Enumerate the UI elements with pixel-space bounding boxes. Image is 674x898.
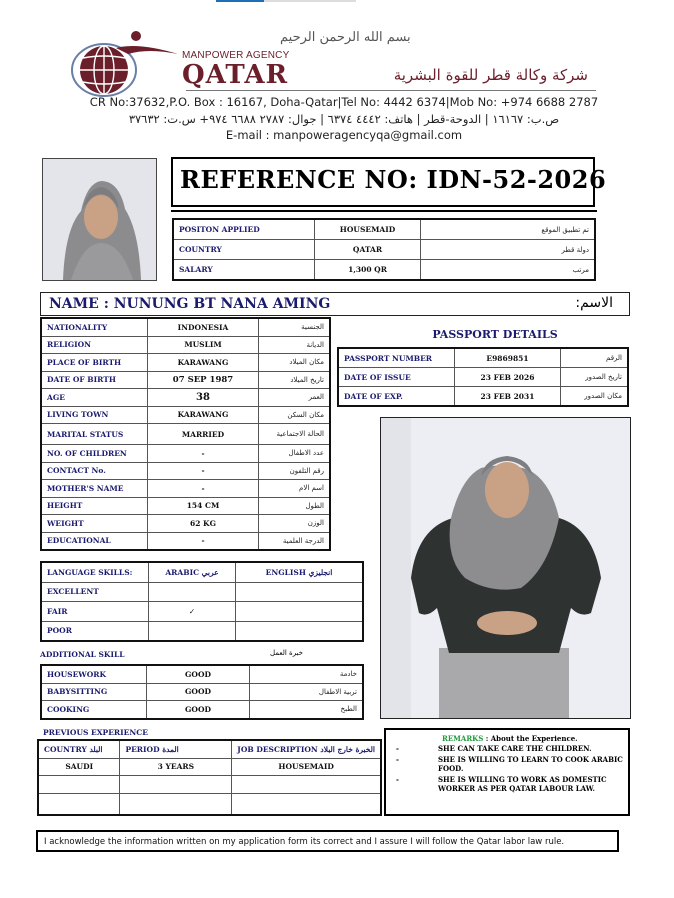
level-label: POOR (41, 621, 149, 641)
job-description-header: JOB DESCRIPTION الخبرة خارج البلاد (232, 740, 381, 758)
bismillah-calligraphy: بسم الله الرحمن الرحيم (280, 30, 411, 45)
salary-label: SALARY (173, 260, 315, 281)
remark-text: SHE IS WILLING TO WORK AS DOMESTIC WORKER AS PER QATAR LABOUR LAW. (438, 774, 607, 793)
table-row (41, 336, 330, 354)
checkmark-icon: ✓ (149, 602, 236, 622)
globe-logo-icon (68, 28, 180, 100)
remarks-title (442, 734, 578, 743)
cell-arabic: الديانة (259, 336, 331, 354)
cell-arabic: الجنسية (259, 318, 331, 336)
table-row (41, 532, 330, 550)
period-header: PERIOD المدة (120, 740, 232, 758)
cell-label: RELIGION (41, 336, 148, 354)
remark-text: SHE CAN TAKE CARE THE CHILDREN. (438, 744, 592, 753)
experience-job (232, 776, 381, 794)
cell-label: DATE OF EXP. (338, 387, 455, 407)
table-row (41, 562, 363, 582)
remarks-list (392, 744, 624, 795)
cell-value: MARRIED (148, 424, 259, 445)
level-label: FAIR (41, 602, 149, 622)
cell-label: HEIGHT (41, 497, 148, 515)
contact-arabic: ص.ب: ١٦١٦٧ | الدوحة-قطر | هاتف: ٤٤٤٢ ٦٣٧٤ | جوال: ٢٧٨٧ ٦٦٨٨ ٩٧٤+ س.ت: ٣٧٦٣٢ (128, 112, 560, 126)
cell-value: 07 SEP 1987 (148, 371, 259, 389)
cell-arabic: الطول (259, 497, 331, 515)
applicant-portrait-photo (42, 158, 157, 281)
additional-skill-title: ADDITIONAL SKILL (40, 650, 125, 659)
country-header: COUNTRY البلد (38, 740, 120, 758)
experience-country: SAUDI (38, 758, 120, 776)
arabic-column-header: ARABIC عربي (149, 562, 236, 582)
table-row (41, 602, 363, 622)
name-arabic-label: الاسم: (575, 295, 613, 311)
table-row (41, 389, 330, 407)
cell-value: KARAWANG (148, 406, 259, 424)
list-item: - SHE IS WILLING TO LEARN TO COOK ARABIC FOOD. (396, 754, 623, 773)
previous-experience-table (37, 739, 382, 816)
skill-arabic: تربية الاطفال (250, 683, 364, 701)
experience-period (120, 776, 232, 794)
cell-value: 38 (148, 389, 259, 407)
table-row (41, 621, 363, 641)
cell-arabic: اسم الام (259, 480, 331, 498)
table-row (41, 480, 330, 498)
salary-arabic: مرتب (421, 260, 596, 281)
cell-value: - (148, 462, 259, 480)
reference-divider (171, 210, 597, 212)
skill-arabic: الطبخ (250, 701, 364, 719)
language-skills-header: LANGUAGE SKILLS: (41, 562, 149, 582)
table-row (338, 387, 628, 407)
table-row (38, 758, 381, 776)
list-item: - SHE CAN TAKE CARE THE CHILDREN. (396, 744, 592, 753)
agency-subtitle: MANPOWER AGENCY (182, 50, 290, 61)
cell-value: 154 CM (148, 497, 259, 515)
cell-label: DATE OF BIRTH (41, 371, 148, 389)
country-value: QATAR (315, 240, 421, 260)
cell-label: AGE (41, 389, 148, 407)
english-column-header: ENGLISH انجليزي (236, 562, 364, 582)
language-skills-table (40, 561, 364, 642)
cell-arabic: تاريخ الصدور (561, 368, 629, 387)
skill-level: GOOD (147, 665, 250, 683)
remarks-box (384, 728, 630, 816)
table-row (38, 776, 381, 794)
cell-arabic: العمر (259, 389, 331, 407)
cell-arabic: الرقم (561, 348, 629, 368)
table-row (41, 515, 330, 533)
personal-details-table (40, 317, 331, 551)
cell-value: - (148, 532, 259, 550)
cell-arabic: مكان الصدور (561, 387, 629, 407)
table-row (338, 368, 628, 387)
expiry-date: 23 FEB 2031 (455, 387, 561, 407)
table-row (41, 701, 363, 719)
passport-table (337, 347, 629, 407)
cell-value: INDONESIA (148, 318, 259, 336)
acknowledgement-statement: I acknowledge the information written on my application form its correct and I assure I will follow the Qatar labor law rule. (36, 830, 619, 852)
skill-level: GOOD (147, 701, 250, 719)
cell-label: CONTACT No. (41, 462, 148, 480)
cell-label: DATE OF ISSUE (338, 368, 455, 387)
cell-label: LIVING TOWN (41, 406, 148, 424)
table-row (338, 348, 628, 368)
cell-value: - (148, 445, 259, 463)
cell-value: 62 KG (148, 515, 259, 533)
cell-label: MARITAL STATUS (41, 424, 148, 445)
agency-title: QATAR (182, 60, 289, 90)
table-row (41, 497, 330, 515)
cell-arabic: تاريخ الميلاد (259, 371, 331, 389)
skill-label: COOKING (41, 701, 147, 719)
english-level-cell (236, 602, 364, 622)
top-strip (216, 0, 356, 2)
cell-arabic: الحالة الاجتماعية (259, 424, 331, 445)
cell-arabic: مكان السكن (259, 406, 331, 424)
experience-job (232, 793, 381, 815)
experience-job: HOUSEMAID (232, 758, 381, 776)
email-line: E-mail : manpoweragencyqa@gmail.com (225, 128, 463, 142)
cell-arabic: رقم التلفون (259, 462, 331, 480)
english-level-cell (236, 582, 364, 602)
position-arabic: تم تطبيق الموقع (421, 219, 596, 240)
arabic-level-cell (149, 582, 236, 602)
position-label: POSITON APPLIED (173, 219, 315, 240)
name-bar (40, 292, 630, 316)
issue-date: 23 FEB 2026 (455, 368, 561, 387)
skill-label: BABYSITTING (41, 683, 147, 701)
cell-value: MUSLIM (148, 336, 259, 354)
table-row (41, 354, 330, 372)
cell-label: MOTHER'S NAME (41, 480, 148, 498)
table-row (41, 318, 330, 336)
contact-english: CR No:37632,P.O. Box : 16167, Doha-Qatar|Tel No: 4442 6374|Mob No: +974 6688 2787 (89, 95, 599, 109)
passport-number: E9869851 (455, 348, 561, 368)
cell-label: NO. OF CHILDREN (41, 445, 148, 463)
skill-level: GOOD (147, 683, 250, 701)
header-divider (186, 90, 596, 91)
applicant-name: NAME : NUNUNG BT NANA AMING (49, 296, 331, 312)
english-level-cell (236, 621, 364, 641)
cell-label: NATIONALITY (41, 318, 148, 336)
additional-skill-arabic: خبرة العمل (270, 649, 303, 657)
list-item: - SHE IS WILLING TO WORK AS DOMESTIC WORKER AS PER QATAR LABOUR LAW. (396, 774, 607, 793)
table-row (38, 740, 381, 758)
agency-arabic-name: شركة وكالة قطر للقوة البشرية (393, 66, 588, 84)
country-arabic: دولة قطر (421, 240, 596, 260)
table-row (173, 240, 595, 260)
experience-period: 3 YEARS (120, 758, 232, 776)
cell-value: - (148, 480, 259, 498)
passport-details-title: PASSPORT DETAILS (432, 328, 558, 341)
remark-text: SHE IS WILLING TO LEARN TO COOK ARABIC FOOD. (438, 754, 623, 773)
table-row (41, 406, 330, 424)
country-label: COUNTRY (173, 240, 315, 260)
position-value: HOUSEMAID (315, 219, 421, 240)
cell-arabic: مكان الميلاد (259, 354, 331, 372)
reference-number-box (171, 157, 607, 207)
table-row (41, 445, 330, 463)
salary-value: 1,300 QR (315, 260, 421, 281)
arabic-level-cell (149, 621, 236, 641)
skill-label: HOUSEWORK (41, 665, 147, 683)
cell-label: PASSPORT NUMBER (338, 348, 455, 368)
table-row (41, 683, 363, 701)
skill-arabic: خادمة (250, 665, 364, 683)
cell-arabic: الدرجة العلمية (259, 532, 331, 550)
additional-skills-table (40, 664, 364, 720)
table-row (41, 424, 330, 445)
table-row (41, 371, 330, 389)
cell-arabic: الوزن (259, 515, 331, 533)
table-row (41, 665, 363, 683)
experience-country (38, 776, 120, 794)
experience-country (38, 793, 120, 815)
cell-label: WEIGHT (41, 515, 148, 533)
cell-label: PLACE OF BIRTH (41, 354, 148, 372)
cell-value: KARAWANG (148, 354, 259, 372)
table-row (41, 582, 363, 602)
table-row (38, 793, 381, 815)
remarks-label: REMARKS (442, 734, 484, 743)
experience-period (120, 793, 232, 815)
cell-label: EDUCATIONAL (41, 532, 148, 550)
table-row (173, 219, 595, 240)
reference-number: REFERENCE NO: IDN-52-2026 (180, 165, 607, 194)
remarks-subtitle: : About the Experience. (483, 734, 578, 743)
table-row (173, 260, 595, 281)
level-label: EXCELLENT (41, 582, 149, 602)
previous-experience-title: PREVIOUS EXPERIENCE (43, 728, 148, 737)
cell-arabic: عدد الاطفال (259, 445, 331, 463)
applicant-full-body-photo (380, 417, 631, 719)
position-table (172, 218, 596, 281)
table-row (41, 462, 330, 480)
